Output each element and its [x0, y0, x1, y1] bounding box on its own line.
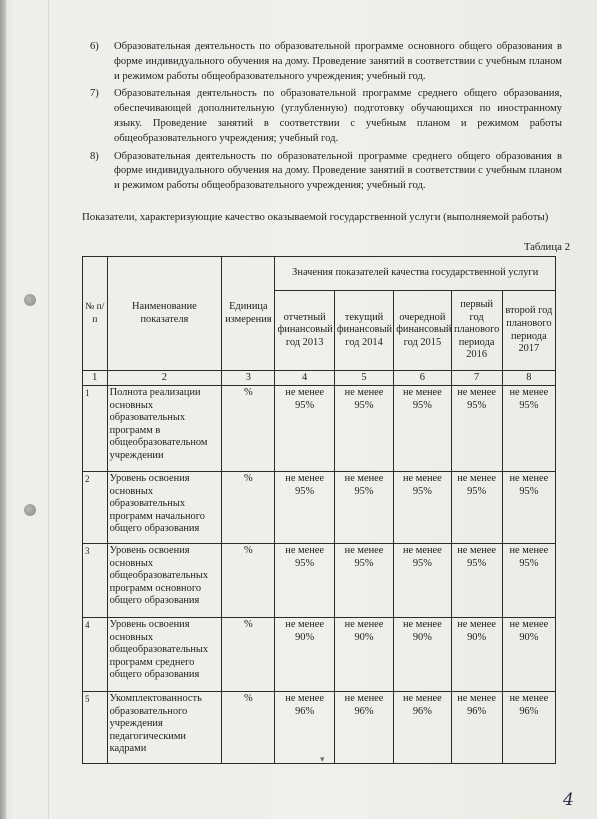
row-number: 2 [83, 472, 108, 544]
table-row [83, 472, 556, 544]
list-item-text: Образовательная деятельность по образовательной программе среднего общего образования в форме индивидуального обучения на дому. Проведение занятий в соответствии с учебным планом и режимом работы общеобразовательного учреждения; учебный год. [114, 150, 562, 192]
header-num: № п/п [83, 257, 108, 371]
list-item [90, 40, 562, 84]
indicator-name: Уровень освоения основных общеобразовательных программ среднего общего образования [107, 618, 222, 692]
punch-hole [24, 504, 36, 516]
indicator-unit: % [222, 386, 275, 472]
list-item-text: Образовательная деятельность по образовательной программе среднего общего образования, обеспечивающей дополнительную (углубленную) подготовку обучающихся по иностранному языку. Проведение занятий в соответствии с учебным планом и режимом работы общеобразовательного учреждения; учебный год. [114, 88, 562, 144]
row-number: 4 [83, 618, 108, 692]
indicator-value: не менее 95% [451, 472, 502, 544]
indicator-value: не менее 95% [334, 544, 393, 618]
indicator-value: не менее 95% [451, 544, 502, 618]
indicator-value: не менее 90% [394, 618, 451, 692]
header-year: первый год планового периода 2016 [451, 291, 502, 371]
indicator-value: не менее 95% [334, 472, 393, 544]
list-item-number: 8) [90, 150, 99, 162]
column-number: 3 [222, 371, 275, 386]
header-year: второй год планового периода 2017 [502, 291, 555, 371]
indicator-value: не менее 95% [502, 544, 555, 618]
indicator-value: не менее 90% [334, 618, 393, 692]
indicator-value: не менее 95% [334, 386, 393, 472]
indicator-unit: % [222, 544, 275, 618]
table-row [83, 544, 556, 618]
indicator-value: не менее 96% [334, 692, 393, 764]
column-number: 4 [275, 371, 334, 386]
column-number: 6 [394, 371, 451, 386]
page-number: 4 [563, 790, 574, 810]
scan-speck: ▾ [320, 754, 325, 764]
row-number: 5 [83, 692, 108, 764]
indicator-value: не менее 90% [275, 618, 334, 692]
indicator-name: Уровень освоения основных образовательных программ начального общего образования [107, 472, 222, 544]
indicator-value: не менее 96% [451, 692, 502, 764]
column-number: 5 [334, 371, 393, 386]
indicator-value: не менее 95% [394, 544, 451, 618]
table-caption: Таблица 2 [523, 241, 570, 253]
indicator-name: Полнота реализации основных образовательных программ в общеобразовательном учреждении [107, 386, 222, 472]
indicator-name: Уровень освоения основных общеобразовательных программ основного общего образования [107, 544, 222, 618]
indicator-value: не менее 95% [451, 386, 502, 472]
indicator-value: не менее 95% [275, 472, 334, 544]
column-number: 8 [502, 371, 555, 386]
column-number: 2 [107, 371, 222, 386]
indicator-value: не менее 90% [451, 618, 502, 692]
table-row [83, 618, 556, 692]
indicator-value: не менее 95% [275, 544, 334, 618]
column-number: 1 [83, 371, 108, 386]
header-indicator-name: Наименование показателя [107, 257, 222, 371]
indicator-value: не менее 95% [275, 386, 334, 472]
list-item-text: Образовательная деятельность по образовательной программе основного общего образования в форме индивидуального обучения на дому. Проведение занятий в соответствии с учебным планом и режимом работы общеобразовательного учреждения; учебный год. [114, 41, 562, 82]
list-item [90, 87, 562, 146]
indicator-value: не менее 96% [394, 692, 451, 764]
list-item-number: 6) [90, 41, 99, 52]
column-number: 7 [451, 371, 502, 386]
header-values-group: Значения показателей качества государственной услуги [275, 257, 556, 291]
header-unit: Единица измерения [222, 257, 275, 371]
indicator-value: не менее 95% [394, 472, 451, 544]
indicator-unit: % [222, 618, 275, 692]
indicator-value: не менее 95% [502, 472, 555, 544]
quality-indicators-table [82, 256, 556, 764]
indicator-value: не менее 95% [502, 386, 555, 472]
table-row [83, 386, 556, 472]
indicator-unit: % [222, 472, 275, 544]
binding-shadow [0, 0, 6, 819]
indicator-unit: % [222, 692, 275, 764]
quality-indicators-intro: Показатели, характеризующие качество оказываемой государственной услуги (выполняемой работы) [82, 211, 549, 223]
list-item [90, 150, 562, 194]
indicator-value: не менее 95% [394, 386, 451, 472]
indicator-value: не менее 96% [502, 692, 555, 764]
header-year: текущий финансовый год 2014 [334, 291, 393, 371]
service-list [90, 40, 562, 197]
indicator-name: Укомплектованность образовательного учреждения педагогическими кадрами [107, 692, 222, 764]
row-number: 3 [83, 544, 108, 618]
list-item-number: 7) [90, 88, 99, 100]
header-year: очередной финансовый год 2015 [394, 291, 451, 371]
header-year: отчетный финансовый год 2013 [275, 291, 334, 371]
indicator-value: не менее 96% [275, 692, 334, 764]
punch-hole [24, 294, 36, 306]
page-fold-line [48, 0, 49, 819]
row-number: 1 [83, 386, 108, 472]
indicator-value: не менее 90% [502, 618, 555, 692]
table-row [83, 692, 556, 764]
